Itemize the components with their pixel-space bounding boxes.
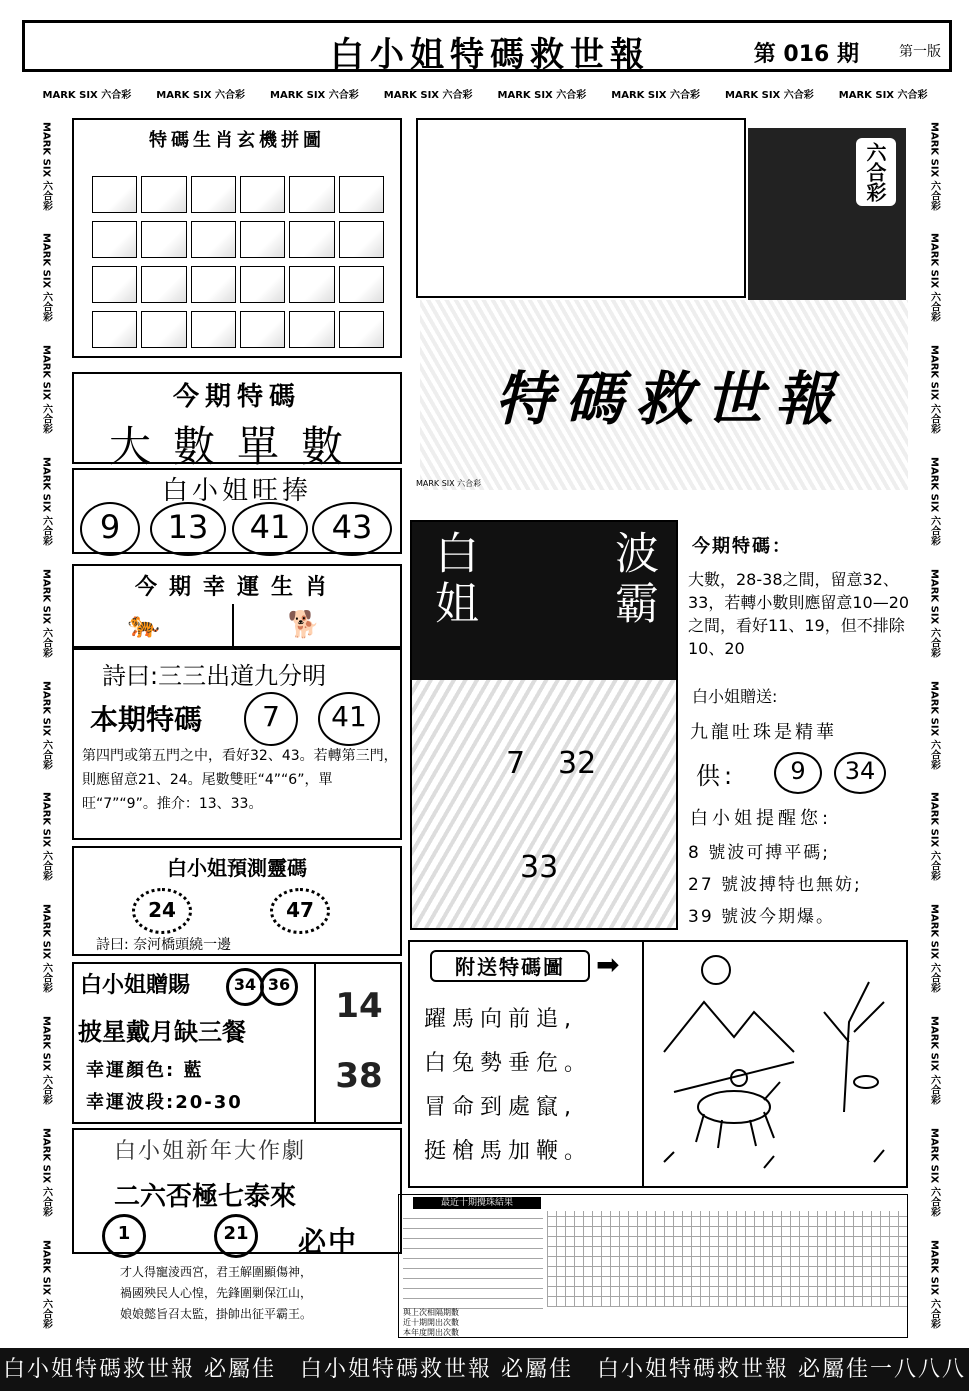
right-pearl-line: 九龍吐珠是精華 (690, 722, 837, 743)
results-footer-row: 近十期開出次數 (403, 1318, 459, 1327)
right-tip: 27 號波搏特也無妨; (688, 875, 862, 895)
right-body: 大數，28-38之間，留意32、33，若轉小數則應留意10—20之間，看好11、19，但不排除10、20 (688, 570, 910, 658)
gift-panel (72, 962, 402, 1124)
edition-label: 第一版 (899, 44, 941, 60)
verse-line: 挺槍馬加鞭。 (424, 1139, 593, 1164)
puzzle-cell (289, 311, 334, 348)
banner-blank-box (416, 118, 746, 298)
puzzle-cell (92, 221, 137, 258)
border-text: MARK SIX 六合彩 (40, 233, 52, 323)
poem-line: 娘娘懿旨召太監，掛帥出征平霸王。 (120, 1307, 313, 1321)
puzzle-cell (240, 176, 285, 213)
right-offer-label: 供: (696, 762, 737, 790)
puzzle-cell (289, 221, 334, 258)
code-number: 41 (318, 692, 380, 746)
poem-line: 才人得寵淩西宮，君王解圍顯傷神， (120, 1265, 313, 1279)
results-grid (547, 1211, 907, 1307)
border-strip-left (30, 110, 62, 1340)
border-text: MARK SIX 六合彩 (928, 904, 940, 993)
border-text: MARK SIX 六合彩 (40, 345, 52, 434)
results-row-labels (403, 1213, 543, 1309)
portrait-number: 7 (506, 746, 526, 781)
issue-number: 第 016 期 (753, 42, 859, 67)
new-year-panel (72, 1128, 402, 1258)
puzzle-cell (339, 176, 384, 213)
puzzle-cell (191, 311, 236, 348)
special-picture-label: 附送特碼圖 (430, 950, 590, 982)
new-year-number: 1 (102, 1214, 146, 1258)
border-text: MARK SIX 六合彩 (40, 568, 52, 658)
sun-icon (702, 956, 730, 984)
border-text: MARK SIX 六合彩 (40, 1016, 52, 1105)
puzzle-cell (339, 221, 384, 258)
border-strip-right (918, 110, 950, 1340)
side-number: 14 (335, 986, 383, 1026)
offer-number: 34 (834, 752, 886, 794)
puzzle-cell (141, 311, 186, 348)
special-number-panel (72, 372, 402, 471)
verse-line: 冒命到處竄, (424, 1095, 577, 1120)
special-value: 大數單數 (108, 422, 365, 471)
dog-icon: 🐕 (287, 610, 321, 640)
prediction-number: 47 (270, 888, 330, 934)
border-text: MARK SIX 六合彩 (928, 1127, 940, 1217)
poem-line: 詩曰:三三出道九分明 (102, 662, 327, 690)
hot-number: 43 (312, 502, 392, 556)
results-footer-row: 與上次相隔期數 (403, 1308, 459, 1317)
puzzle-cell (339, 311, 384, 348)
new-year-line: 二六否極七泰來 (114, 1182, 297, 1212)
puzzle-cell (92, 311, 137, 348)
masthead (22, 20, 952, 75)
code-label: 本期特碼 (90, 703, 203, 736)
border-strip-top (30, 78, 940, 108)
right-gift-label: 白小姐贈送: (692, 687, 778, 706)
banner-mark: MARK SIX 六合彩 (416, 479, 482, 488)
border-text: MARK SIX 六合彩 (725, 89, 814, 101)
hot-number: 13 (150, 502, 226, 556)
must-win-label: 必中 (298, 1225, 359, 1258)
hot-title: 白小姐旺捧 (161, 476, 312, 506)
code-number: 7 (244, 692, 298, 746)
lucky-color: 幸運顏色: 藍 (86, 1060, 204, 1081)
puzzle-title: 特碼生肖玄機拼圖 (149, 130, 325, 151)
new-year-number: 21 (214, 1214, 258, 1258)
results-footer-row: 本年度開出次數 (403, 1328, 459, 1337)
gift-number: 36 (260, 968, 298, 1006)
rabbit-icon (854, 1076, 878, 1088)
border-text: MARK SIX 六合彩 (928, 456, 940, 546)
special-picture-panel (408, 940, 908, 1188)
gift-title: 白小姐贈賜 (80, 973, 191, 998)
puzzle-cell (141, 221, 186, 258)
sketch-illustration (644, 942, 910, 1186)
lucky-band: 幸運波段:20-30 (86, 1092, 243, 1113)
puzzle-grid (92, 176, 384, 348)
puzzle-cell (240, 266, 285, 303)
special-heading: 今期特碼 (172, 382, 301, 412)
border-text: MARK SIX 六合彩 (40, 680, 52, 770)
border-text: MARK SIX 六合彩 (40, 1239, 52, 1329)
zodiac-title: 今期幸運生肖 (134, 575, 339, 600)
puzzle-cell (289, 176, 334, 213)
divider (314, 964, 316, 1122)
border-text: MARK SIX 六合彩 (928, 568, 940, 658)
recent-results-table (398, 1194, 908, 1338)
border-text: MARK SIX 六合彩 (156, 89, 245, 101)
banner-title: 特碼救世報 (494, 365, 845, 433)
border-text: MARK SIX 六合彩 (42, 89, 132, 101)
border-text: MARK SIX 六合彩 (270, 89, 359, 101)
border-text: MARK SIX 六合彩 (40, 904, 52, 993)
poem-code-panel (72, 648, 402, 840)
hot-number: 9 (80, 502, 140, 556)
lucky-zodiac-panel (72, 564, 402, 648)
gift-number: 34 (226, 968, 264, 1006)
portrait-left-text: 白姐 (427, 530, 478, 630)
story-poem (120, 1262, 402, 1325)
border-text: MARK SIX 六合彩 (928, 345, 940, 434)
horse-rider-sketch (642, 942, 908, 1186)
tree-icon (824, 982, 884, 1112)
puzzle-cell (191, 266, 236, 303)
border-text: MARK SIX 六合彩 (928, 233, 940, 323)
border-text: MARK SIX 六合彩 (383, 89, 473, 101)
side-number: 38 (335, 1056, 383, 1096)
puzzle-cell (92, 176, 137, 213)
results-title: 最近十期攪珠結果 (413, 1197, 541, 1209)
right-tip: 8 號波可搏平碼; (688, 843, 830, 863)
gift-slogan: 披星戴月缺三餐 (78, 1018, 246, 1046)
hot-number: 41 (232, 502, 308, 556)
puzzle-cell (289, 266, 334, 303)
footer-slogan: 白小姐特碼救世報 必屬佳 白小姐特碼救世報 必屬佳 白小姐特碼救世報 必屬佳一八八八 (0, 1348, 969, 1391)
prediction-poem: 詩曰: 奈河橋頭繞一邊 (96, 937, 232, 953)
puzzle-cell (339, 266, 384, 303)
mountain-icon (664, 1002, 794, 1052)
border-text: MARK SIX 六合彩 (928, 1239, 940, 1329)
prediction-number: 24 (132, 888, 192, 934)
right-tip: 39 號波今期爆。 (688, 907, 836, 927)
border-text: MARK SIX 六合彩 (40, 456, 52, 546)
offer-number: 9 (774, 752, 822, 794)
puzzle-cell (141, 176, 186, 213)
portrait-number: 33 (520, 850, 559, 885)
border-text: MARK SIX 六合彩 (611, 89, 700, 101)
border-text: MARK SIX 六合彩 (928, 121, 940, 211)
border-text: MARK SIX 六合彩 (838, 89, 928, 101)
right-tips-column (684, 520, 910, 930)
border-text: MARK SIX 六合彩 (40, 1127, 52, 1217)
divider (232, 604, 234, 648)
zodiac-puzzle-panel (72, 118, 402, 358)
portrait-right-text: 波霸 (607, 530, 658, 630)
border-text: MARK SIX 六合彩 (928, 680, 940, 770)
poem-line: 禍國殃民人心惶，先鋒圍剿保江山， (120, 1286, 313, 1300)
verse-line: 躍馬向前追, (424, 1007, 577, 1032)
puzzle-cell (92, 266, 137, 303)
new-year-title: 白小姐新年大作劇 (114, 1139, 307, 1164)
paper-title: 白小姐特碼救世報 (330, 35, 650, 75)
border-text: MARK SIX 六合彩 (928, 1016, 940, 1105)
prediction-panel (72, 846, 402, 956)
border-text: MARK SIX 六合彩 (40, 121, 52, 211)
puzzle-cell (141, 266, 186, 303)
portrait-number: 32 (558, 746, 597, 781)
puzzle-cell (191, 176, 236, 213)
border-text: MARK SIX 六合彩 (928, 792, 940, 882)
hot-numbers-panel (72, 468, 402, 554)
code-explanation: 第四門或第五門之中，看好32、43。若轉第三門，則應留意21、24。尾數雙旺“4”“6”，單旺“7”“9”。推介：13、33。 (82, 748, 398, 812)
puzzle-cell (191, 221, 236, 258)
prediction-title: 白小姐預測靈碼 (167, 856, 307, 880)
border-text: MARK SIX 六合彩 (40, 792, 52, 882)
tiger-icon: 🐅 (127, 610, 161, 640)
horse-icon (698, 1091, 770, 1123)
right-remind: 白小姐提醒您: (690, 808, 833, 829)
puzzle-cell (240, 311, 285, 348)
arrow-right-icon: ➡ (596, 948, 620, 981)
verse-line: 白兔勢垂危。 (424, 1051, 593, 1076)
right-heading: 今期特碼： (692, 536, 792, 557)
puzzle-cell (240, 221, 285, 258)
lottery-tag: 六合彩 (856, 138, 896, 206)
border-text: MARK SIX 六合彩 (497, 89, 587, 101)
